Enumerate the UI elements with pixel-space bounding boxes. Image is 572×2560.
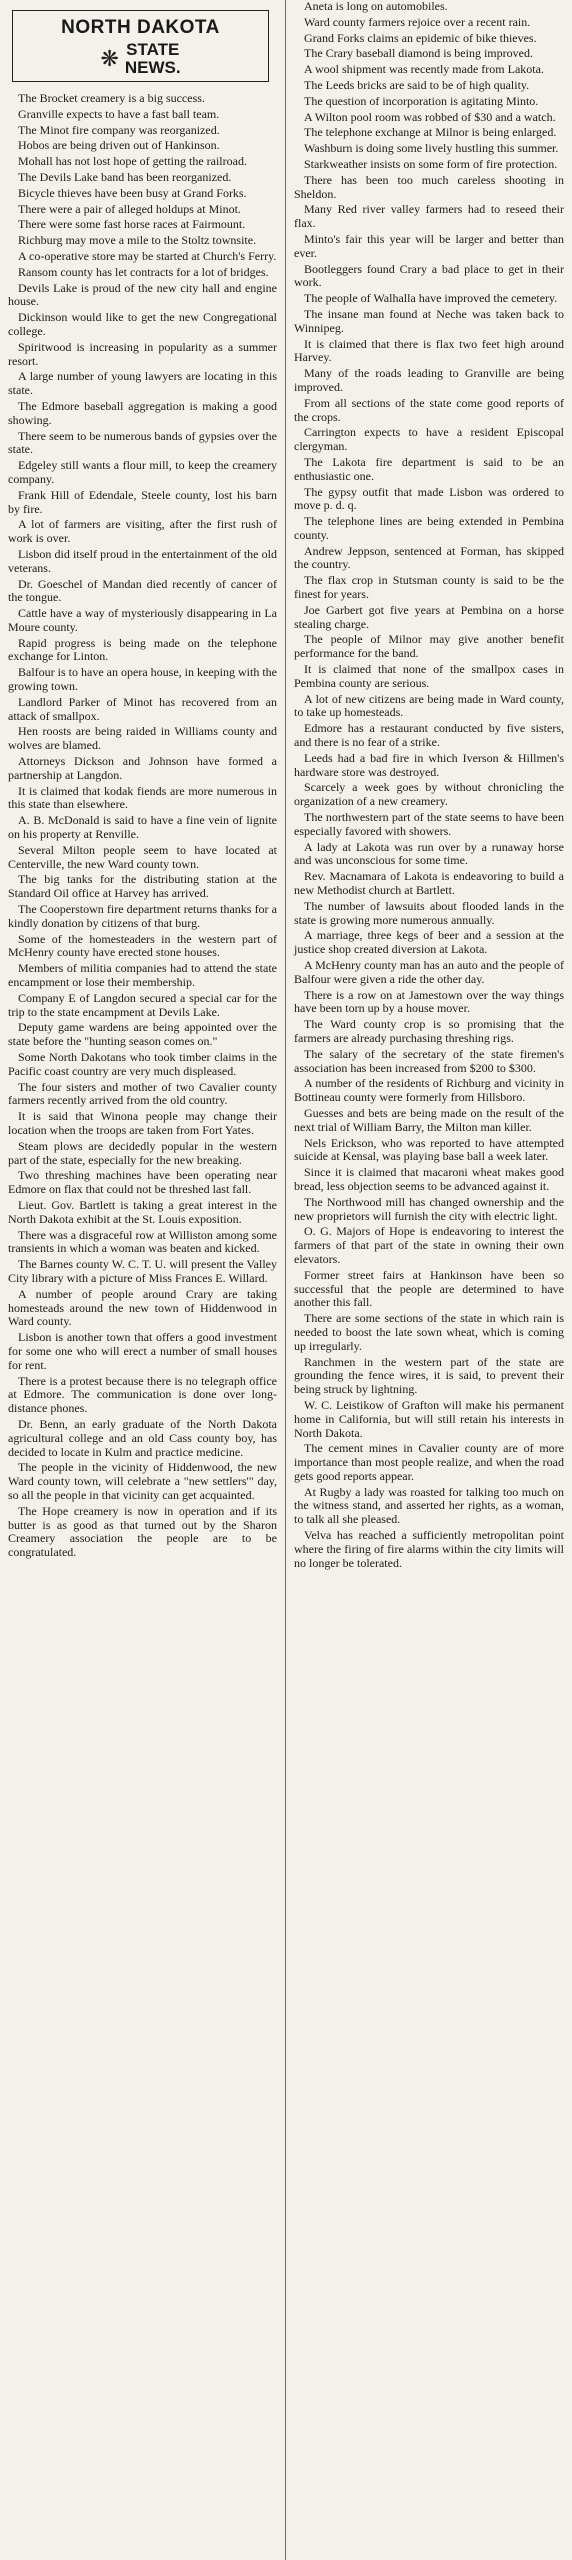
news-item: The Hope creamery is now in operation and if its butter is as good as that turned out by the Sharon Creamery association the people are to be congratulated. [8,1503,277,1560]
news-item: Some of the homesteaders in the western part of McHenry county have erected stone houses. [8,931,277,960]
news-item: Washburn is doing some lively hustling this summer. [304,141,559,156]
news-item: The four sisters and mother of two Cavalier county farmers recently arrived from the old country. [8,1079,277,1108]
news-item: Balfour is to have an opera house, in keeping with the growing town. [8,665,277,694]
news-item: A McHenry county man has an auto and the people of Balfour were given a ride the other day. [294,958,564,986]
news-item: At Rugby a lady was roasted for talking too much on the witness stand, and asserted her rights, as a woman, to talk all she pleased. [294,1484,564,1527]
news-item: The Barnes county W. C. T. U. will present the Valley City library with a picture of Miss Frances E. Willard. [8,1257,277,1285]
news-item: There is a row on at Jamestown over the way things have been torn up by a house mover. [294,987,564,1016]
news-item: A co-operative store may be started at Church's Ferry. [18,248,277,263]
flourish-ornament-icon: ❋ [100,46,119,71]
news-item: The gypsy outfit that made Lisbon was ordered to move p. d. q. [294,484,564,513]
news-item: The people in the vicinity of Hiddenwood, the new Ward county town, will celebrate a "new settlers'" day, so all the people in that vicinity can get acquainted. [8,1460,277,1502]
news-item: The big tanks for the distributing station at the Standard Oil office at Harvey has arrived. [8,872,277,901]
news-item: There has been too much careless shooting in Sheldon. [294,172,564,201]
news-item: Dickinson would like to get the new Congregational college. [8,310,277,338]
news-item: The question of incorporation is agitating Minto. [304,93,539,108]
news-item: Many of the roads leading to Granville are being improved. [294,366,564,394]
news-item: It is said that Winona people may change their location when the troops are taken from Fort Yates. [8,1109,277,1137]
news-item: The Devils Lake band has been reorganized. [18,169,232,184]
news-item: O. G. Majors of Hope is endeavoring to interest the farmers of that part of the state in owning their own elevators. [294,1224,564,1266]
news-item: There were a pair of alleged holdups at Minot. [18,201,241,216]
news-item: Guesses and bets are being made on the result of the next trial of William Barry, the Milton man killer. [294,1105,564,1134]
news-item: The cement mines in Cavalier county are of more importance than most people realize, and when the road gets good reports appear. [294,1441,564,1483]
news-item: Dr. Goeschel of Mandan died recently of cancer of the tongue. [8,576,277,605]
news-item: Starkweather insists on some form of fire protection. [304,156,558,171]
news-item: Joe Garbert got five years at Pembina on a horse stealing charge. [294,602,564,631]
news-item: Cattle have a way of mysteriously disappearing in La Moure county. [8,606,277,634]
news-item: The Minot fire company was reorganized. [18,122,220,137]
header-subtitle: STATE [126,40,180,59]
news-item: A lady at Lakota was run over by a runaway horse and was unconscious for some time. [294,839,564,868]
news-item: Lisbon did itself proud in the entertainment of the old veterans. [8,546,277,575]
news-item: Members of militia companies had to attend the state encampment or lose their membership. [8,961,277,990]
news-item: W. C. Leistikow of Grafton will make his permanent home in California, but will still retain his interests in North Dakota. [294,1397,564,1440]
news-item: Nels Erickson, who was reported to have attempted suicide at Kensal, was playing base ball a week later. [294,1135,564,1164]
news-item: Rapid progress is being made on the telephone exchange for Linton. [8,635,277,664]
header-row [19,41,262,77]
news-item: The Brocket creamery is a big success. [18,91,205,105]
news-item: Richburg may move a mile to the Stoltz townsite. [18,233,257,248]
news-item: Ward county farmers rejoice over a recent rain. [304,14,531,29]
news-item: Two threshing machines have been operating near Edmore on flax that could not be threshed last fall. [8,1168,277,1197]
news-item: Velva has reached a sufficiently metropolitan point where the firing of fire alarms within the city limits will no longer be tolerated. [294,1528,564,1570]
news-item: Edmore has a restaurant conducted by five sisters, and there is no fear of a strike. [294,721,564,750]
news-item: The Cooperstown fire department returns thanks for a kindly donation by citizens of that burg. [8,902,277,930]
news-item: Carrington expects to have a resident Episcopal clergyman. [294,425,564,454]
news-item: The northwestern part of the state seems to have been especially favored with showers. [294,810,564,838]
news-item: The Ward county crop is so promising that the farmers are already purchasing threshing rigs. [294,1017,564,1045]
news-item: Hobos are being driven out of Hankinson. [18,138,220,153]
news-item: The Lakota fire department is said to be an enthusiastic one. [294,454,564,483]
news-item: There are some sections of the state in which rain is needed to boost the late sown wheat, which is coming up irregularly. [294,1311,564,1353]
news-item: Leeds had a bad fire in which Iverson & Hillmen's hardware store was destroyed. [294,750,564,779]
news-item: Hen roosts are being raided in Williams county and wolves are blamed. [8,724,277,753]
news-item: Lieut. Gov. Bartlett is taking a great interest in the North Dakota exhibit at the St. Louis exposition. [8,1197,277,1226]
news-item: The flax crop in Stutsman county is said to be the finest for years. [294,573,564,602]
news-item: Spiritwood is increasing in popularity as a summer resort. [8,339,277,368]
news-item: Frank Hill of Edendale, Steele county, lost his barn by fire. [8,487,277,516]
news-item: A Wilton pool room was robbed of $30 and a watch. [304,109,556,124]
news-item: The people of Walhalla have improved the cemetery. [304,291,558,306]
news-item: Grand Forks claims an epidemic of bike thieves. [304,30,537,45]
news-item: Attorneys Dickson and Johnson have formed a partnership at Langdon. [8,754,277,782]
news-item: It is claimed that none of the smallpox cases in Pembina county are serious. [294,662,564,690]
news-item: Aneta is long on automobiles. [304,0,448,13]
news-item: The telephone lines are being extended in Pembina county. [294,514,564,542]
news-item: A large number of young lawyers are locating in this state. [8,369,277,398]
header-news: NEWS. [124,58,181,77]
news-item: Mohall has not lost hope of getting the railroad. [18,154,247,169]
news-item: Devils Lake is proud of the new city hall and engine house. [8,280,277,309]
section-header [12,10,269,82]
news-item: There were some fast horse races at Fairmount. [18,217,246,232]
news-item: A lot of new citizens are being made in Ward county, to take up homesteads. [294,691,564,720]
news-item: A number of the residents of Richburg and vicinity in Bottineau county were formerly from Hillsboro. [294,1076,564,1105]
news-item: Since it is claimed that macaroni wheat makes good bread, less objection seems to be advanced against it. [294,1165,564,1193]
news-item: Edgeley still wants a flour mill, to keep the creamery company. [8,458,277,486]
news-item: The salary of the secretary of the state firemen's association has been increased from $200 to $300. [294,1046,564,1075]
right-column [286,0,572,2560]
right-news-items [294,0,564,1570]
news-item: There was a disgraceful row at Williston among some transients in which a woman was beaten and kicked. [8,1227,277,1256]
news-item: The insane man found at Neche was taken back to Winnipeg. [294,306,564,335]
news-item: The number of lawsuits about flooded lands in the state is growing more numerous annually. [294,898,564,927]
news-item: Scarcely a week goes by without chronicling the organization of a new creamery. [294,780,564,809]
news-item: Steam plows are decidedly popular in the western part of the state, especially for the new breaking. [8,1138,277,1167]
news-item: Minto's fair this year will be larger and better than ever. [294,231,564,260]
news-item: Ranchmen in the western part of the state are grounding the fence wires, it is said, to prevent their being struck by lightning. [294,1354,564,1397]
news-item: Landlord Parker of Minot has recovered from an attack of smallpox. [8,694,277,723]
news-item: The Edmore baseball aggregation is making a good showing. [8,398,277,427]
news-item: From all sections of the state come good reports of the crops. [294,395,564,424]
news-item: A number of people around Crary are taking homesteads around the new town of Hiddenwood in Ward county. [8,1286,277,1329]
left-news-items [8,92,277,1560]
news-item: Many Red river valley farmers had to reseed their flax. [294,202,564,231]
header-stack [125,41,181,77]
news-item: The Crary baseball diamond is being improved. [304,46,533,61]
news-item: A wool shipment was recently made from Lakota. [304,62,544,77]
news-item: There is a protest because there is no telegraph office at Edmore. The communication is done over long-distance phones. [8,1373,277,1416]
news-item: Lisbon is another town that offers a good investment for some one who will erect a number of small houses for rent. [8,1330,277,1372]
news-item: Several Milton people seem to have located at Centerville, the new Ward county town. [8,842,277,871]
news-item: Some North Dakotans who took timber claims in the Pacific coast country are very much displeased. [8,1050,277,1078]
news-item: The Northwood mill has changed ownership and the new proprietors will furnish the city with electric light. [294,1194,564,1223]
news-item: A lot of farmers are visiting, after the first rush of work is over. [8,517,277,546]
news-item: The people of Milnor may give another benefit performance for the band. [294,632,564,661]
news-item: Company E of Langdon secured a special car for the trip to the state encampment at Devils Lake. [8,990,277,1019]
news-item: Deputy game wardens are being appointed over the state before the "hunting season comes on." [8,1020,277,1049]
news-item: The telephone exchange at Milnor is being enlarged. [304,125,557,140]
news-item: A. B. McDonald is said to have a fine vein of lignite on his property at Renville. [8,813,277,842]
news-item: Andrew Jeppson, sentenced at Forman, has skipped the country. [294,543,564,572]
news-item: The Leeds bricks are said to be of high quality. [304,77,530,92]
news-item: A marriage, three kegs of beer and a session at the justice shop created diversion at Lakota. [294,928,564,957]
news-item: Granville expects to have a fast ball team. [18,106,220,121]
news-item: Dr. Benn, an early graduate of the North Dakota agricultural college and an old Cass county boy, has decided to locate in Kulm and practice medicine. [8,1416,277,1459]
news-item: Rev. Macnamara of Lakota is endeavoring to build a new Methodist church at Bartlett. [294,869,564,898]
news-item: Bicycle thieves have been busy at Grand Forks. [18,185,247,200]
news-item: Bootleggers found Crary a bad place to get in their work. [294,261,564,290]
header-title: NORTH DAKOTA [61,17,220,38]
news-item: Former street fairs at Hankinson have been so successful that the people are determined to have another this fall. [294,1267,564,1310]
news-item: It is claimed that there is flax two feet high around Harvey. [294,336,564,365]
news-item: It is claimed that kodak fiends are more numerous in this state than elsewhere. [8,783,277,812]
news-item: There seem to be numerous bands of gypsies over the state. [8,428,277,457]
news-item: Ransom county has let contracts for a lot of bridges. [18,264,269,279]
